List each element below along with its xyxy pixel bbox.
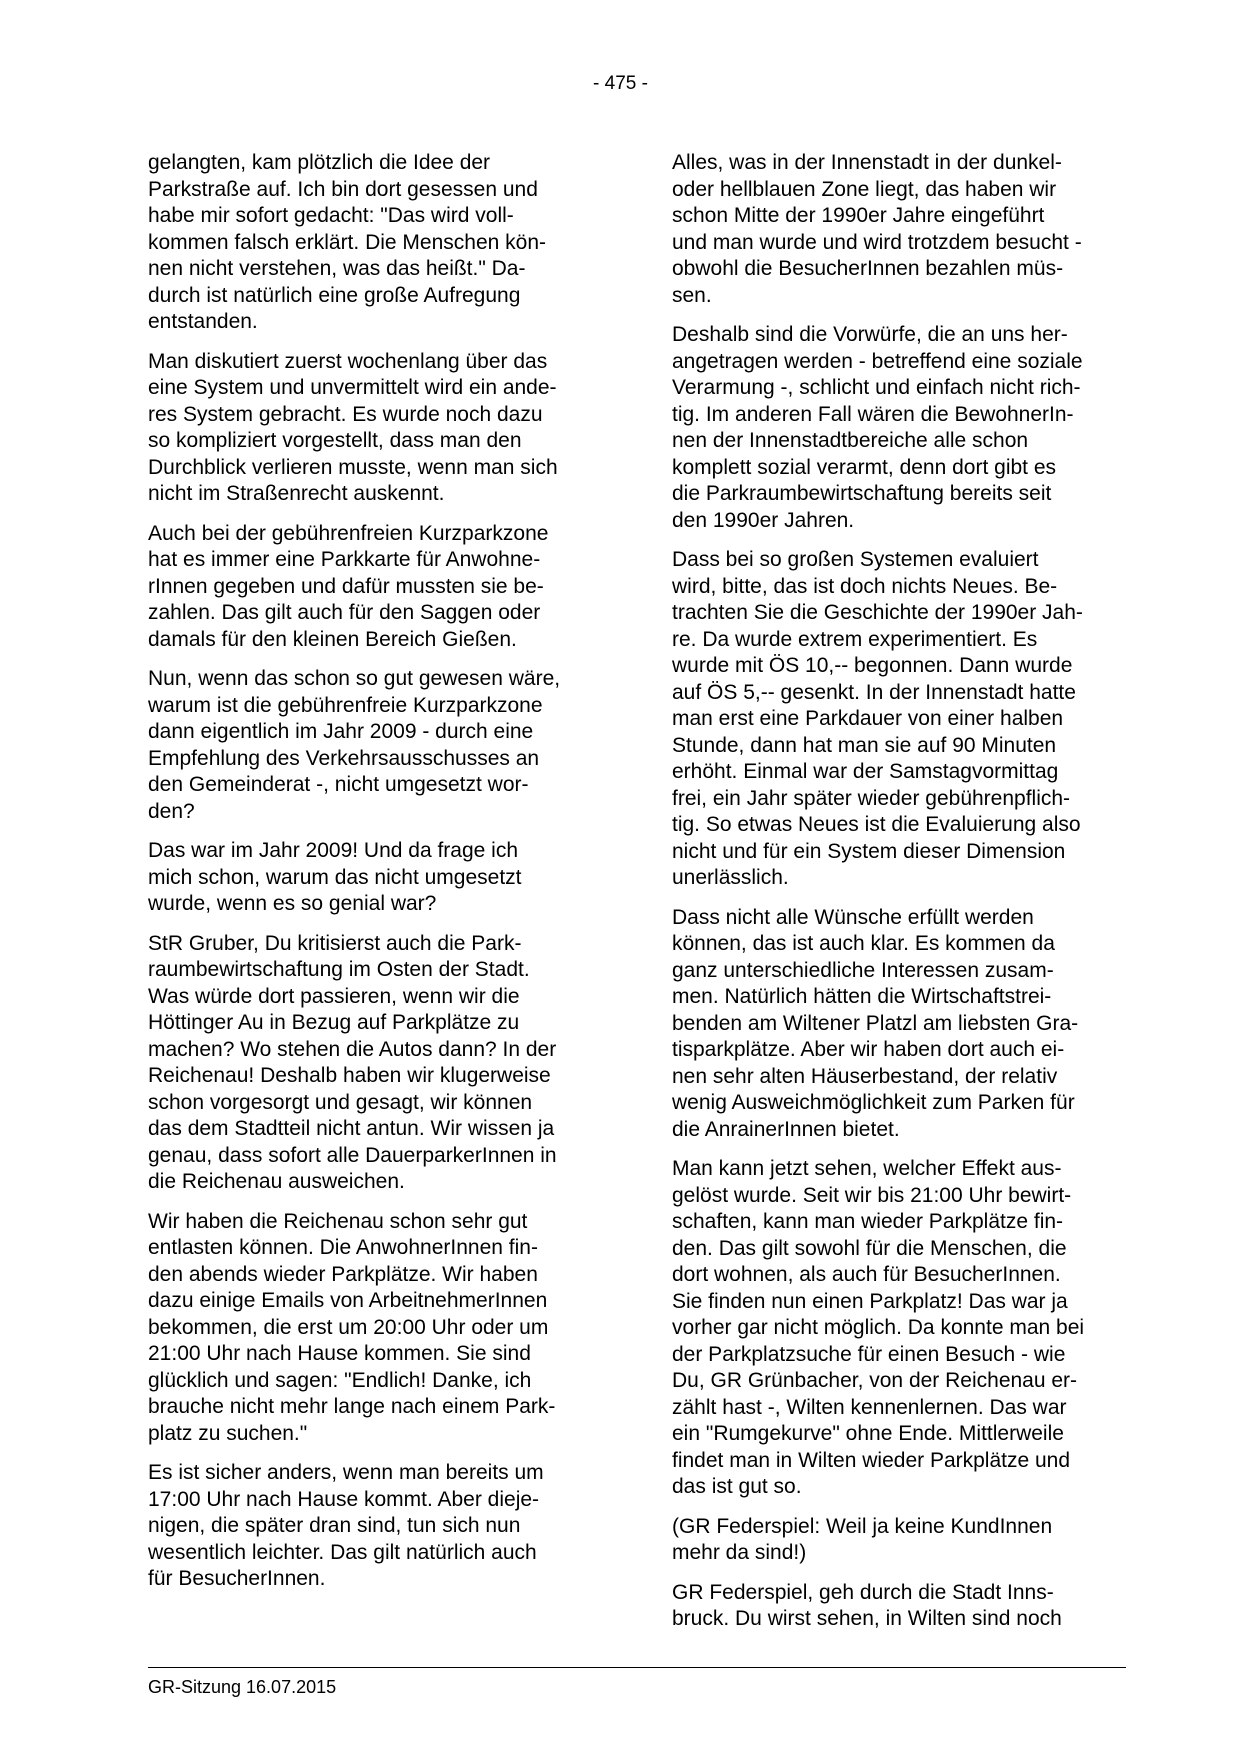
- footer-text: GR-Sitzung 16.07.2015: [148, 1677, 337, 1697]
- left-paragraph: Nun, wenn das schon so gut gewesen wäre, warum ist die gebührenfreie Kurzparkzone dann eigentlich im Jahr 2009 - durch eine Empfehlung des Verkehrsausschusses an den Gemeinderat -, nicht umgesetzt wor- den?: [148, 667, 561, 823]
- left-paragraph: Wir haben die Reichenau schon sehr gut entlasten können. Die AnwohnerInnen fin- den abends wieder Parkplätze. Wir haben dazu einige Emails von ArbeitnehmerInnen bekommen, die erst um 20:00 Uhr oder um 21:00 Uhr nach Hause kommen. Sie sind glücklich und sagen: "Endlich! Danke, ich brauche nicht mehr lange nach einem Park- platz zu suchen.": [148, 1209, 556, 1445]
- left-paragraph: StR Gruber, Du kritisierst auch die Park- raumbewirtschaftung im Osten der Stadt. Was würde dort passieren, wenn wir die Höttinger Au in Bezug auf Parkplätze zu machen? Wo stehen die Autos dann? In der Reichenau! Deshalb haben wir klugerweise schon vorgesorgt und gesagt, wir können das dem Stadtteil nicht antun. Wir wissen ja genau, dass sofort alle DauerparkerInnen in die Reichenau ausweichen.: [148, 931, 557, 1193]
- left-paragraph: Das war im Jahr 2009! Und da frage ich mich schon, warum das nicht umgesetzt wurde, wenn es so genial war?: [148, 839, 522, 915]
- left-paragraph: Man diskutiert zuerst wochenlang über das eine System und unvermittelt wird ein ande- res System gebracht. Es wurde noch dazu so kompliziert vorgestellt, dass man den Durchblick verlieren musste, wenn man sich nicht im Straßenrecht auskennt.: [148, 349, 558, 505]
- right-paragraph: Alles, was in der Innenstadt in der dunkel- oder hellblauen Zone liegt, das haben wir schon Mitte der 1990er Jahre eingeführt und man wurde und wird trotzdem besucht - obwohl die BesucherInnen bezahlen müs- sen.: [672, 151, 1082, 307]
- right-paragraph: (GR Federspiel: Weil ja keine KundInnen mehr da sind!): [672, 1514, 1053, 1564]
- left-paragraph: gelangten, kam plötzlich die Idee der Parkstraße auf. Ich bin dort gesessen und habe mir sofort gedacht: "Das wird voll- kommen falsch erklärt. Die Menschen kön- nen nicht verstehen, was das heißt." Da- durch ist natürlich eine große Aufregung entstanden.: [148, 151, 546, 333]
- right-paragraph: Deshalb sind die Vorwürfe, die an uns her- angetragen werden - betreffend eine soziale Verarmung -, schlicht und einfach nicht rich- tig. Im anderen Fall wären die BewohnerIn- nen der Innenstadtbereiche alle schon komplett sozial verarmt, denn dort gibt es die Parkraumbewirtschaftung bereits seit den 1990er Jahren.: [672, 323, 1083, 532]
- left-paragraph: Auch bei der gebührenfreien Kurzparkzone hat es immer eine Parkkarte für Anwohne- rInnen gegeben und dafür mussten sie be- zahlen. Das gilt auch für den Saggen oder damals für den kleinen Bereich Gießen.: [148, 521, 549, 651]
- left-paragraph: Es ist sicher anders, wenn man bereits um 17:00 Uhr nach Hause kommt. Aber dieje- nigen, die später dran sind, tun sich nun wesentlich leichter. Das gilt natürlich auch für BesucherInnen.: [148, 1461, 544, 1590]
- right-column: [672, 150, 1122, 1646]
- left-column: [148, 150, 598, 1606]
- right-paragraph: Dass bei so großen Systemen evaluiert wird, bitte, das ist doch nichts Neues. Be- trachten Sie die Geschichte der 1990er Jah- re. Da wurde extrem experimentiert. Es wurde mit ÖS 10,-- begonnen. Dann wurde auf ÖS 5,-- gesenkt. In der Innenstadt hatte man erst eine Parkdauer von einer halben Stunde, dann hat man sie auf 90 Minuten erhöht. Einmal war der Samstagvormittag frei, ein Jahr später wieder gebührenpflich- tig. So etwas Neues ist die Evaluierung also nicht und für ein System dieser Dimension unerlässlich.: [672, 548, 1083, 889]
- footer-divider: [148, 1667, 1126, 1668]
- right-paragraph: Man kann jetzt sehen, welcher Effekt aus- gelöst wurde. Seit wir bis 21:00 Uhr bewirt- schaften, kann man wieder Parkplätze fin- den. Das gilt sowohl für die Menschen, die dort wohnen, als auch für BesucherInnen. Sie finden nun einen Parkplatz! Das war ja vorher gar nicht möglich. Da konnte man bei der Parkplatzsuche für einen Besuch - wie Du, GR Grünbacher, von der Reichenau er- zählt hast -, Wilten kennenlernen. Das war ein "Rumgekurve" ohne Ende. Mittlerweile findet man in Wilten wieder Parkplätze und das ist gut so.: [672, 1157, 1085, 1498]
- right-paragraph: GR Federspiel, geh durch die Stadt Inns- bruck. Du wirst sehen, in Wilten sind noch: [672, 1580, 1062, 1630]
- right-paragraph: Dass nicht alle Wünsche erfüllt werden können, das ist auch klar. Es kommen da ganz unterschiedliche Interessen zusam- men. Natürlich hätten die Wirtschaftstrei- benden am Wiltener Platzl am liebsten Gra- tisparkplätze. Aber wir haben dort auch ei- nen sehr alten Häuserbestand, der relativ wenig Ausweichmöglichkeit zum Parken für die AnrainerInnen bietet.: [672, 905, 1079, 1141]
- page-number: - 475 -: [593, 73, 648, 94]
